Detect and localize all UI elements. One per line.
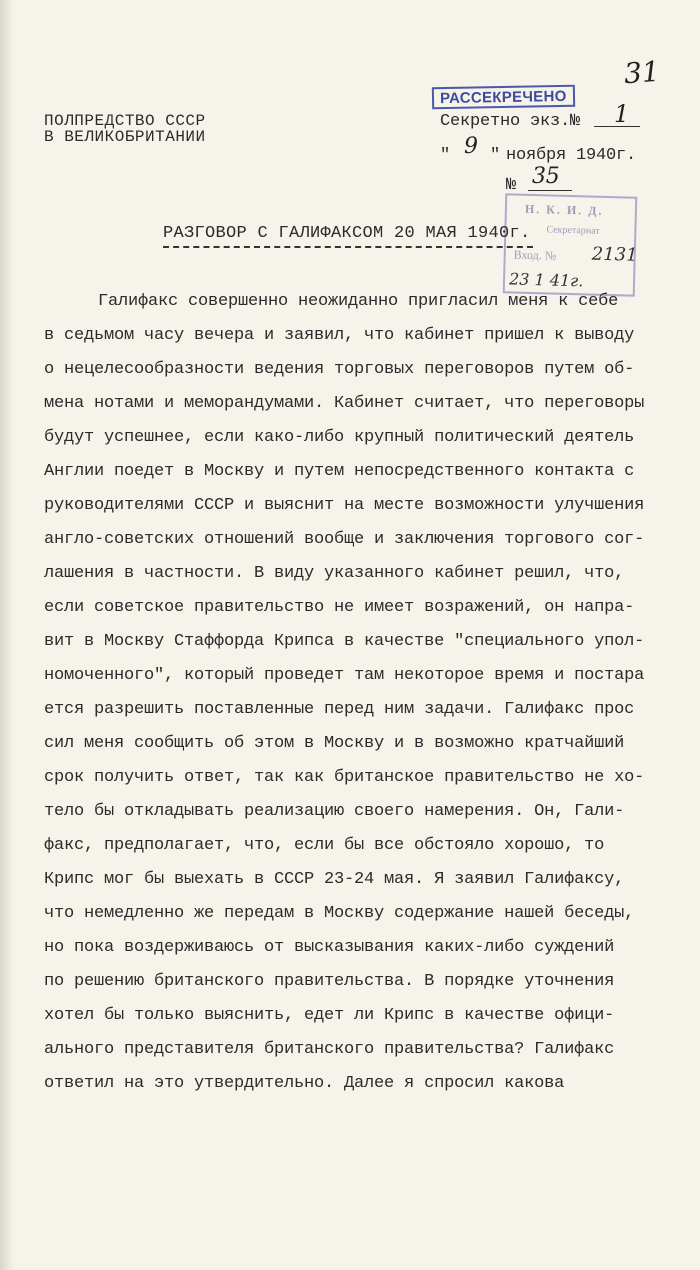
body-line: но пока воздерживаюсь от высказывания каких-либо суждений — [44, 938, 615, 957]
body-line: Галифакс совершенно неожиданно пригласил меня к себе — [98, 292, 619, 311]
body-line: хотел бы только выяснить, едет ли Крипс в качестве офици- — [44, 1006, 615, 1025]
org-line-1: ПОЛПРЕДСТВО СССР — [44, 112, 206, 130]
body-line: факс, предполагает, что, если бы все обстояло хорошо, то — [44, 836, 605, 855]
org-line-2: В ВЕЛИКОБРИТАНИИ — [44, 128, 206, 146]
body-line: если советское правительство не имеет возражений, он напра- — [44, 598, 635, 617]
body-line: номоченного", который проведет там некоторое время и постара — [44, 666, 645, 685]
nkid-registration-stamp — [503, 193, 638, 296]
body-line: ется разрешить поставленные перед ним задачи. Галифакс прос — [44, 700, 635, 719]
stamp-nkid-number: 2131 — [591, 243, 638, 266]
date-month-year: ноября 1940г. — [506, 146, 637, 165]
doc-number: 35 — [532, 164, 560, 189]
body-line: в седьмом часу вечера и заявил, что кабинет пришел к выводу — [44, 326, 635, 345]
body-line: Крипс мог бы выехать в СССР 23-24 мая. Я заявил Галифаксу, — [44, 870, 625, 889]
body-line: о нецелесообразности ведения торговых переговоров путем об- — [44, 360, 635, 379]
document-title: РАЗГОВОР С ГАЛИФАКСОМ 20 МАЯ 1940г. — [163, 224, 531, 243]
body-line: ального представителя британского правительства? Галифакс — [44, 1040, 615, 1059]
stamp-nkid-title: Н. К. И. Д. — [524, 201, 604, 218]
body-line: мена нотами и меморандумами. Кабинет считает, что переговоры — [44, 394, 645, 413]
body-line: руководителями СССР и выяснит на месте возможности улучшения — [44, 496, 645, 515]
date-quote-close: " — [490, 146, 501, 165]
page-edge-shadow — [0, 0, 14, 1270]
body-line: тело бы откладывать реализацию своего намерения. Он, Гали- — [44, 802, 625, 821]
body-line: лашения в частности. В виду указанного кабинет решил, что, — [44, 564, 625, 583]
stamp-nkid-subtitle: Секретариат — [546, 224, 600, 237]
body-line: ответил на это утвердительно. Далее я спросил какова — [44, 1074, 565, 1093]
body-line: Англии поедет в Москву и путем непосредственного контакта с — [44, 462, 635, 481]
body-line: срок получить ответ, так как британское правительство не хо- — [44, 768, 645, 787]
archive-page-number: 31 — [622, 54, 661, 91]
copy-number: 1 — [614, 100, 630, 128]
body-line: вит в Москву Стаффорда Крипса в качестве "специального упол- — [44, 632, 645, 651]
body-line: сил меня сообщить об этом в Москву и в возможно кратчайший — [44, 734, 625, 753]
stamp-nkid-date: 23 1 41г. — [508, 269, 584, 291]
body-line: англо-советских отношений вообще и заключения торгового сог- — [44, 530, 645, 549]
copy-number-underline — [594, 126, 640, 127]
title-underline — [163, 246, 533, 248]
stamp-nkid-incoming: Вход. № — [513, 247, 557, 263]
date-quote-open: " — [440, 146, 451, 165]
body-line: будут успешнее, если како-либо крупный политический деятель — [44, 428, 635, 447]
doc-number-underline — [528, 190, 572, 191]
secrecy-label: Секретно экз.№ — [440, 112, 581, 131]
body-line: по решению британского правительства. В порядке уточнения — [44, 972, 615, 991]
doc-number-label: № — [506, 176, 517, 195]
body-line: что немедленно же передам в Москву содержание нашей беседы, — [44, 904, 635, 923]
declassified-stamp: РАССЕКРЕЧЕНО — [432, 85, 575, 109]
date-day: 9 — [464, 134, 478, 159]
